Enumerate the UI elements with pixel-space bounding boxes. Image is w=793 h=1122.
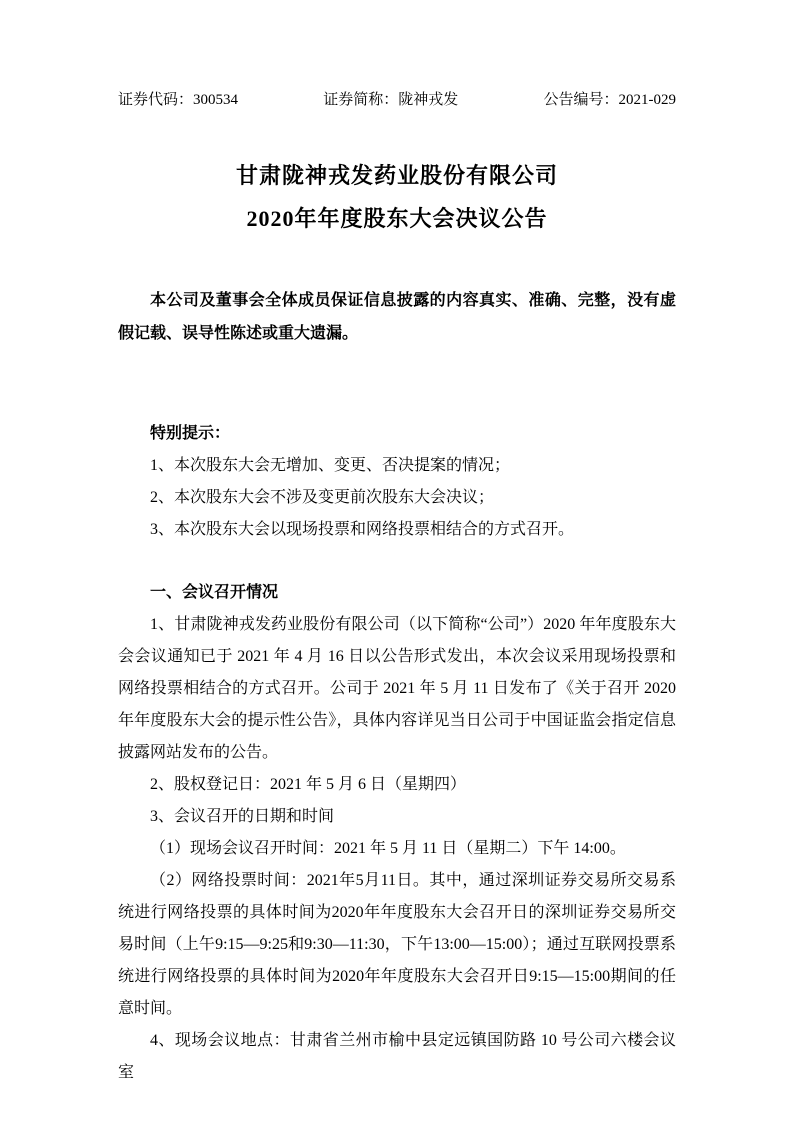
meeting-convening-section [118,577,676,1089]
paragraph-meeting-location: 4、现场会议地点：甘肃省兰州市榆中县定远镇国防路 10 号公司六楼会议室 [118,1032,676,1081]
paragraph-meeting-notice: 1、甘肃陇神戎发药业股份有限公司（以下简称“公司”）2020 年年度股东大会会议通知已于 2021 年 4 月 16 日以公告形式发出，本次会议采用现场投票和网络投票相结合的方式召开。公司于 2021 年 5 月 11 日发布了《关于召开 2020 年年度股东大会的提示性公告》，具体内容详见当日公司于中国证监会指定信息披露网站发布的公告。 [118,616,676,761]
document-title [118,154,676,240]
special-notice-section [118,418,676,546]
paragraph-onsite-meeting-time: （1）现场会议召开时间：2021 年 5 月 11 日（星期二）下午 14:00。 [150,840,626,857]
section-heading: 一、会议召开情况 [150,584,279,601]
document-header [118,90,676,110]
paragraph-online-voting-time: （2）网络投票时间：2021年5月11日。其中，通过深圳证券交易所交易系统进行网络投票的具体时间为2020年年度股东大会召开日的深圳证券交易所交易时间（上午9:15—9:25和9:30—11:30，下午13:00—15:00）；通过互联网投票系统进行网络投票的具体时间为2020年年度股东大会召开日9:15—15:00期间的任意时间。 [118,872,676,1017]
disclaimer-statement: 本公司及董事会全体成员保证信息披露的内容真实、准确、完整，没有虚假记载、误导性陈述或重大遗漏。 [118,292,676,342]
paragraph-meeting-datetime-heading: 3、会议召开的日期和时间 [150,808,335,825]
document-title-line2: 2020年年度股东大会决议公告 [246,206,548,231]
stock-code: 证券代码：300534 [118,92,239,108]
special-notice-heading: 特别提示： [150,425,231,442]
special-notice-item: 1、本次股东大会无增加、变更、否决提案的情况； [150,457,511,474]
special-notice-item: 3、本次股东大会以现场投票和网络投票相结合的方式召开。 [150,521,575,538]
announcement-number: 公告编号：2021-029 [543,92,676,108]
special-notice-item: 2、本次股东大会不涉及变更前次股东大会决议； [150,489,495,506]
paragraph-record-date: 2、股权登记日：2021 年 5 月 6 日（星期四） [150,776,467,793]
document-title-line1: 甘肃陇神戎发药业股份有限公司 [235,163,558,188]
stock-short-name: 证券简称：陇神戎发 [323,92,459,108]
